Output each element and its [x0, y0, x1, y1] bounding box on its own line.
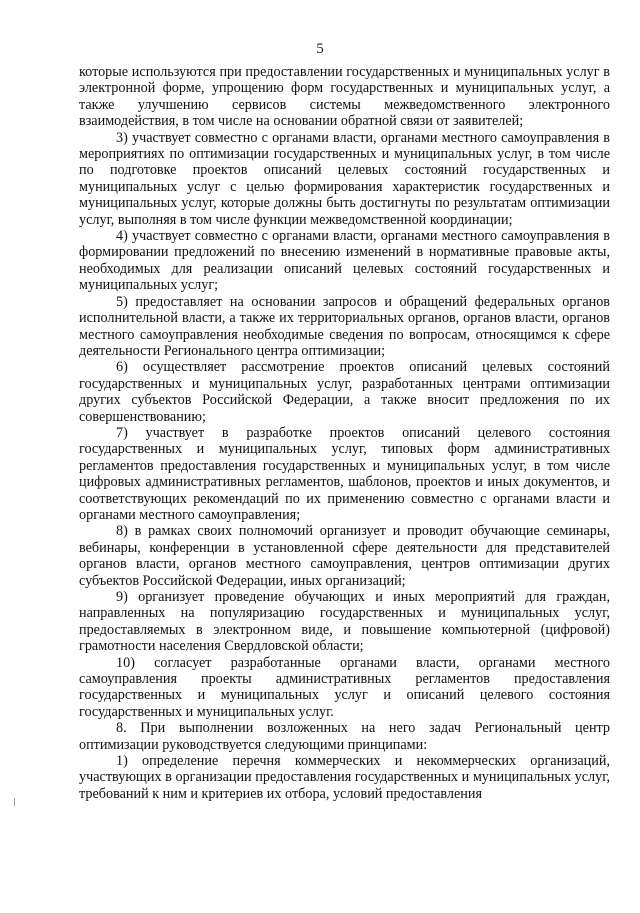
paragraph-item-8: 8) в рамках своих полномочий организует и проводит обучающие семинары, вебинары, конференции в установленной сфере деятельности для представителей органов власти, органов местного самоуправления, центров оптимизации других субъектов Российской Федерации, иных организаций;: [79, 523, 610, 589]
scan-margin-mark: [14, 798, 15, 806]
page-number: 5: [316, 41, 324, 57]
paragraph-item-10: 10) согласует разработанные органами власти, органами местного самоуправления проекты административных регламентов предоставления государственных и муниципальных услуг и описаний целевого состояния государственных и муниципальных услуг.: [79, 654, 610, 720]
paragraph-item-9: 9) организует проведение обучающих и иных мероприятий для граждан, направленных на популяризацию государственных и муниципальных услуг, предоставляемых в электронном виде, и повышение компьютерной (цифровой) грамотности населения Свердловской области;: [79, 589, 610, 655]
paragraph-item-4: 4) участвует совместно с органами власти, органами местного самоуправления в формировании предложений по внесению изменений в нормативные правовые акты, необходимых для реализации описаний целевых состояний государственных и муниципальных услуг;: [79, 228, 610, 294]
document-body: [79, 64, 610, 802]
paragraph-principle-1: 1) определение перечня коммерческих и некоммерческих организаций, участвующих в организации предоставления государственных и муниципальных услуг, требований к ним и критериев их отбора, условий предоставления: [79, 753, 610, 802]
paragraph-section-8: 8. При выполнении возложенных на него задач Региональный центр оптимизации руководствуется следующими принципами:: [79, 720, 610, 753]
paragraph-item-6: 6) осуществляет рассмотрение проектов описаний целевых состояний государственных и муниципальных услуг, разработанных центрами оптимизации других субъектов Российской Федерации, а также вносит предложения по их совершенствованию;: [79, 359, 610, 425]
paragraph-item-3: 3) участвует совместно с органами власти, органами местного самоуправления в мероприятиях по оптимизации государственных и муниципальных услуг, в том числе по подготовке проектов описаний целевых состояний государственных и муниципальных услуг с целью формирования характеристик государственных и муниципальных услуг, которые должны быть достигнуты по результатам оптимизации услуг, выполняя в том числе функции межведомственной координации;: [79, 129, 610, 228]
paragraph-item-7: 7) участвует в разработке проектов описаний целевого состояния государственных и муниципальных услуг, типовых форм административных регламентов предоставления государственных и муниципальных услуг, в том числе цифровых административных регламентов, шаблонов, проектов и иных документов, и соответствующих рекомендаций по их применению совместно с органами власти и органами местного самоуправления;: [79, 424, 610, 523]
paragraph-item-5: 5) предоставляет на основании запросов и обращений федеральных органов исполнительной власти, а также их территориальных органов, органов власти, органов местного самоуправления необходимые сведения по вопросам, относящимся к сфере деятельности Регионального центра оптимизации;: [79, 293, 610, 359]
paragraph-continuation: которые используются при предоставлении государственных и муниципальных услуг в электронной форме, упрощению форм государственных и муниципальных услуг, а также улучшению сервисов системы межведомственного электронного взаимодействия, в том числе на основании обратной связи от заявителей;: [79, 64, 610, 130]
